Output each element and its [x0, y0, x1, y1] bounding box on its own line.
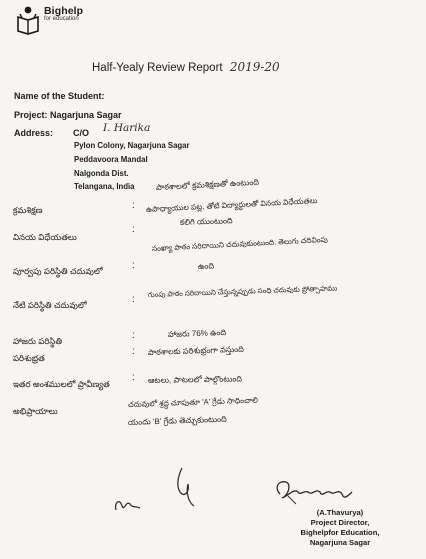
field-label-discipline: క్రమశిక్షణ	[13, 205, 43, 215]
field-label-politeness: వినయ విధేయతలు	[13, 232, 77, 242]
director-name: (A.Thavurya)	[316, 508, 364, 517]
handwritten-answer: గుంపు పాఠం సరిదాయిని చేస్తున్నప్పుడు సంధి చదువుకు ప్రోత్సాహము	[147, 283, 338, 299]
field-label-remarks: అభిప్రాయాలు	[13, 406, 58, 416]
address-line: Telangana, India	[74, 182, 135, 191]
field-label-hygiene: పరిశుభ్రత	[13, 353, 45, 363]
address-line: Nalgonda Dist.	[74, 169, 129, 178]
director-place: Nagarjuna Sagar	[309, 538, 371, 547]
field-colon: :	[132, 330, 135, 341]
address-line: Pylon Colony, Nagarjuna Sagar	[74, 141, 190, 150]
parent-signature-scribble	[168, 462, 208, 512]
address-line: Peddavoora Mandal	[74, 155, 148, 164]
director-organisation: Bighelpfor Education,	[300, 528, 380, 537]
field-colon: :	[132, 224, 135, 235]
care-of-label: C/O	[73, 128, 90, 138]
handwritten-answer: ఉపాధ్యాయుల పట్ల, తోటి విద్యార్థులతో వినయ విధేయతలు	[145, 196, 318, 214]
student-handwritten-name: I. Harika	[103, 122, 151, 134]
handwritten-answer: పాఠశాలకు పరిశుభ్రంగా వస్తుంది	[147, 344, 244, 357]
handwritten-answer: పాఠశాలలో క్రమశిక్షణతో ఉంటుంది	[155, 177, 260, 192]
field-colon: :	[132, 200, 135, 211]
field-label-other-skills: ఇతర అంశములలో ప్రావీణ్యత	[13, 379, 110, 389]
field-colon: :	[132, 260, 135, 271]
field-colon: :	[132, 372, 135, 383]
handwritten-answer: సంఖ్యా పాఠం సరిదాయిని చదువుకుంటుంది. తెలుగు చదివింపు	[151, 234, 329, 253]
field-label-past-study: పూర్వపు పరిస్థితి చదువులో	[13, 266, 103, 276]
field-colon: :	[132, 346, 135, 357]
field-colon: :	[132, 294, 135, 305]
handwritten-answer: కలిగి యుంటుంది	[179, 216, 233, 227]
field-label-attendance: హాజరు పరిస్థితి	[13, 336, 63, 346]
field-label-present-study: నేటి పరిస్థితి చదువులో	[13, 300, 87, 310]
student-name-label: Name of the Student:	[14, 91, 105, 101]
director-signature-scribble	[268, 474, 358, 510]
report-year: 2019-20	[229, 60, 280, 74]
handwritten-answer: ఉంది	[197, 261, 215, 271]
handwritten-answer: యందు 'B' గ్రేడు తెచ్చుకుంటుంది	[127, 414, 227, 427]
handwritten-answer: ఆటలు, పాటలలో పాల్గొంటుంది	[147, 374, 243, 385]
book-person-icon	[14, 4, 42, 38]
handwritten-answer: చదువులో శ్రద్ధ చూపుతూ 'A' గ్రేడు సాధించాలి	[127, 395, 259, 409]
report-title	[92, 60, 280, 74]
director-signature-block	[280, 508, 400, 548]
student-signature-scribble	[110, 480, 150, 520]
logo-tagline: for education	[44, 16, 79, 22]
project-label: Project: Nagarjuna Sagar	[14, 110, 122, 120]
logo-name: Bighelp	[44, 5, 84, 17]
report-title-text: Half-Yealy Review Report	[92, 62, 223, 74]
address-label: Address:	[14, 128, 54, 138]
bighelp-logo	[14, 4, 83, 38]
director-designation: Project Director,	[310, 518, 370, 527]
handwritten-answer: హాజరు 76% ఉంది	[167, 327, 227, 339]
